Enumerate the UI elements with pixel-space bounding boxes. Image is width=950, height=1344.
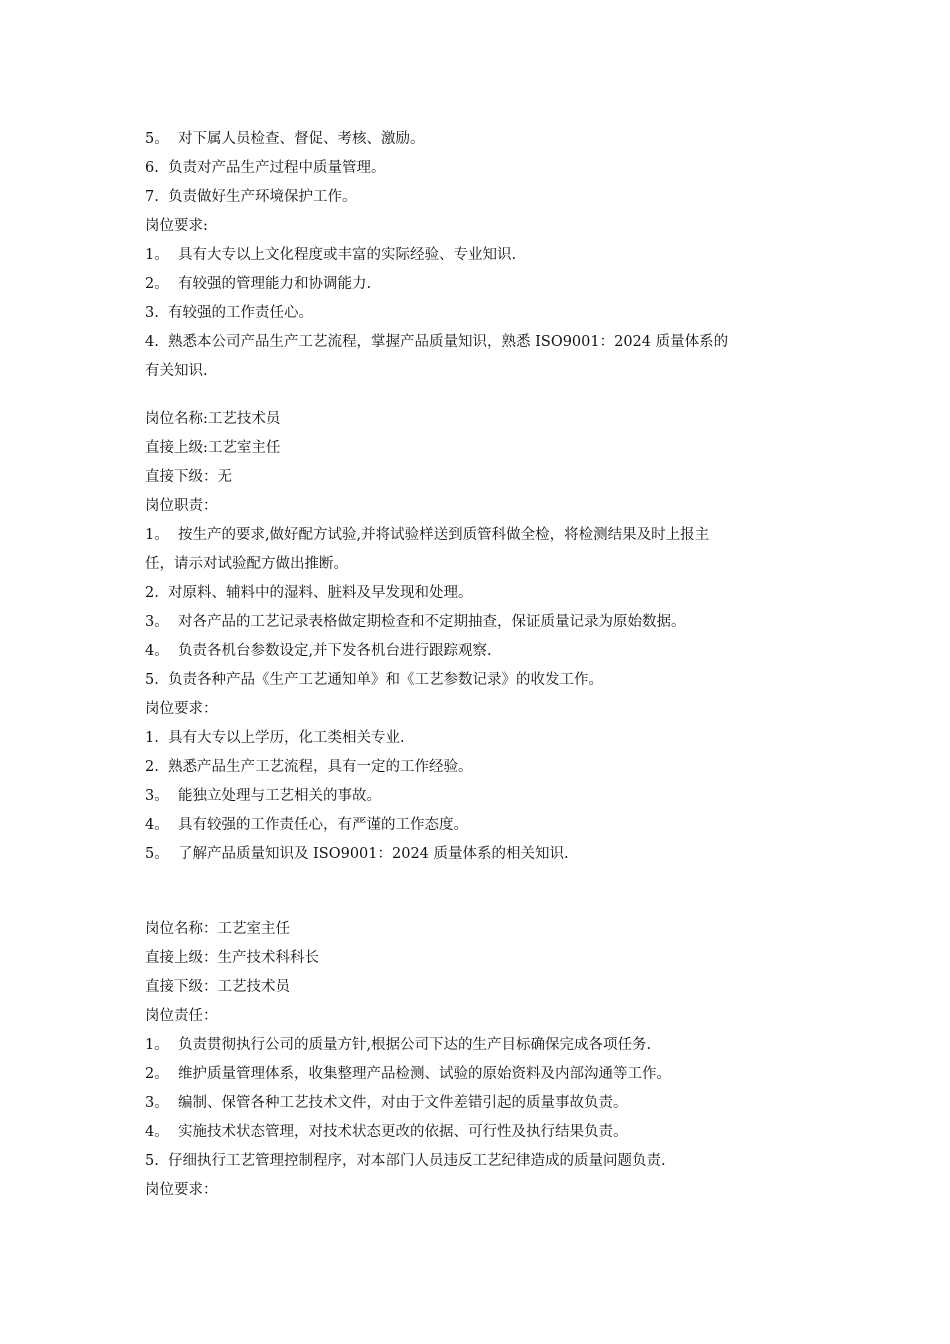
- requirement-line: 1. 具有大专以上学历，化工类相关专业.: [145, 730, 405, 746]
- requirements-heading: 岗位要求：: [145, 701, 218, 717]
- duty-line: 2。 维护质量管理体系，收集整理产品检测、试验的原始资料及内部沟通等工作。: [145, 1066, 671, 1082]
- requirement-line: 3。 能独立处理与工艺相关的事故。: [145, 788, 381, 804]
- requirements-heading: 岗位要求：: [145, 1182, 218, 1198]
- requirement-line-continued: 有关知识.: [145, 363, 208, 379]
- requirement-line: 4. 熟悉本公司产品生产工艺流程，掌握产品质量知识，熟悉 ISO9001：2024 质量体系的: [145, 334, 729, 350]
- duties-heading: 岗位职责：: [145, 498, 218, 514]
- requirement-line: 5。 了解产品质量知识及 ISO9001：2024 质量体系的相关知识.: [145, 846, 569, 862]
- position-name: 岗位名称:工艺技术员: [145, 411, 281, 427]
- duty-line: 7. 负责做好生产环境保护工作。: [145, 189, 357, 205]
- section-2-process-technician: [145, 405, 810, 869]
- requirement-line: 2。 有较强的管理能力和协调能力.: [145, 276, 372, 292]
- duty-line: 4。 实施技术状态管理，对技术状态更改的依据、可行性及执行结果负责。: [145, 1124, 628, 1140]
- direct-subordinate: 直接下级：无: [145, 469, 232, 485]
- requirement-line: 1。 具有大专以上文化程度或丰富的实际经验、专业知识.: [145, 247, 517, 263]
- duty-line: 6. 负责对产品生产过程中质量管理。: [145, 160, 386, 176]
- direct-subordinate: 直接下级：工艺技术员: [145, 979, 290, 995]
- direct-superior: 直接上级:工艺室主任: [145, 440, 281, 456]
- section-1: [145, 125, 810, 386]
- responsibilities-heading: 岗位责任：: [145, 1008, 218, 1024]
- duty-line: 3。 编制、保管各种工艺技术文件，对由于文件差错引起的质量事故负责。: [145, 1095, 628, 1111]
- requirement-line: 4。 具有较强的工作责任心，有严谨的工作态度。: [145, 817, 468, 833]
- duty-line: 5. 负责各种产品《生产工艺通知单》和《工艺参数记录》的收发工作。: [145, 672, 604, 688]
- requirement-line: 3. 有较强的工作责任心。: [145, 305, 314, 321]
- requirement-line: 2. 熟悉产品生产工艺流程，具有一定的工作经验。: [145, 759, 473, 775]
- duty-line-continued: 任，请示对试验配方做出推断。: [145, 556, 348, 572]
- section-3-process-office-director: [145, 915, 810, 1205]
- requirements-heading: 岗位要求:: [145, 218, 208, 234]
- direct-superior: 直接上级：生产技术科科长: [145, 950, 319, 966]
- duty-line: 5. 仔细执行工艺管理控制程序，对本部门人员违反工艺纪律造成的质量问题负责.: [145, 1153, 666, 1169]
- duty-line: 3。 对各产品的工艺记录表格做定期检查和不定期抽查，保证质量记录为原始数据。: [145, 614, 686, 630]
- position-name: 岗位名称：工艺室主任: [145, 921, 290, 937]
- duty-line: 4。 负责各机台参数设定,并下发各机台进行跟踪观察.: [145, 643, 492, 659]
- duty-line: 1。 按生产的要求,做好配方试验,并将试验样送到质管科做全检，将检测结果及时上报主: [145, 527, 710, 543]
- duty-line: 1。 负责贯彻执行公司的质量方针,根据公司下达的生产目标确保完成各项任务.: [145, 1037, 652, 1053]
- duty-line: 2. 对原料、辅料中的湿料、脏料及早发现和处理。: [145, 585, 473, 601]
- duty-line: 5。 对下属人员检查、督促、考核、激励。: [145, 131, 425, 147]
